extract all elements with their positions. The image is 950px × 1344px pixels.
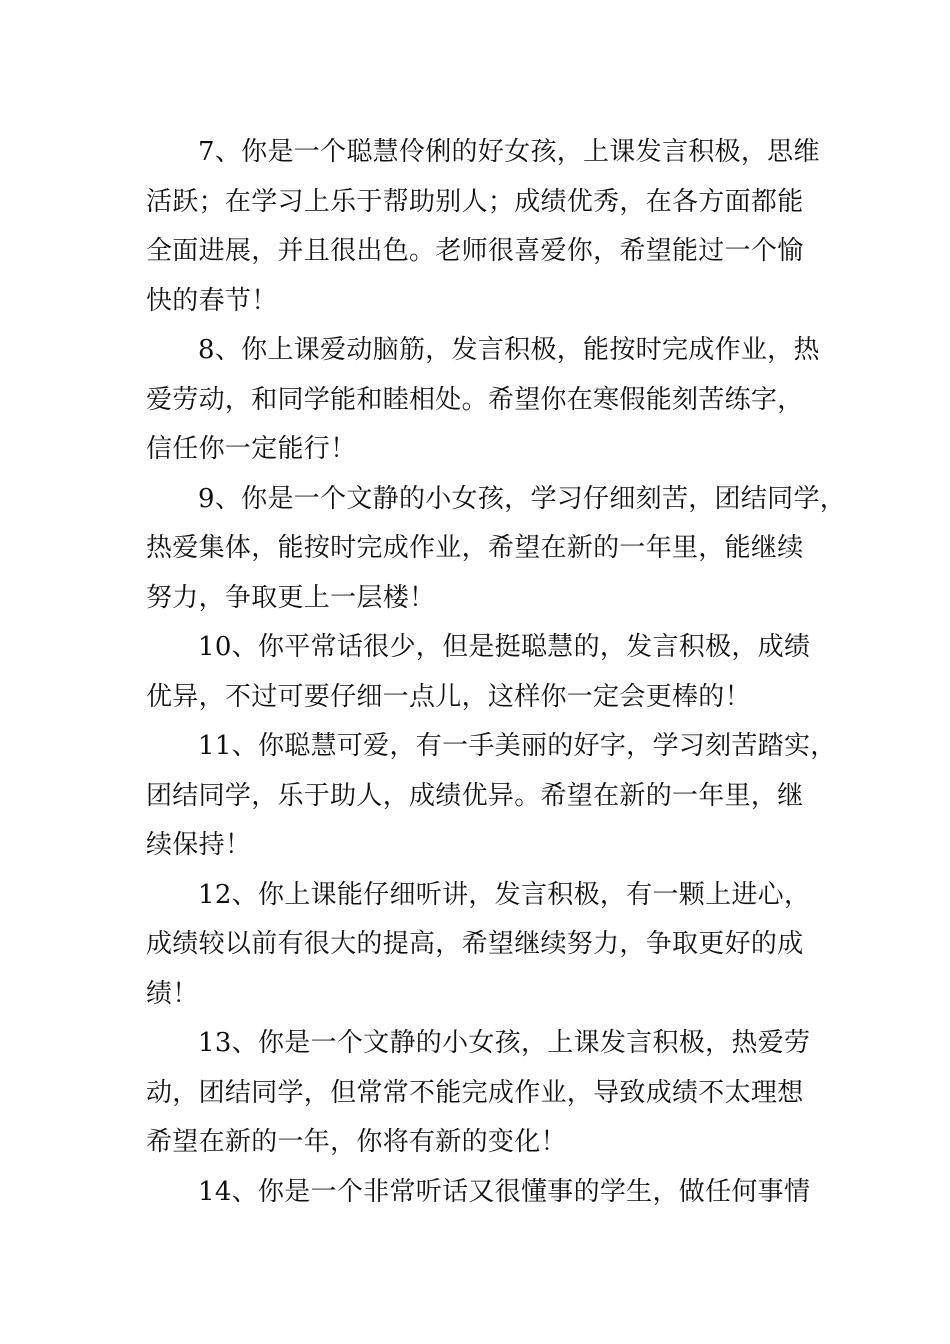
document-body <box>146 128 847 1217</box>
text-line: 爱劳动，和同学能和睦相处。希望你在寒假能刻苦练字， <box>146 384 804 415</box>
text-line: 希望在新的一年，你将有新的变化！ <box>146 1127 567 1157</box>
text-line: 动，团结同学，但常常不能完成作业，导致成绩不太理想 <box>146 1077 804 1108</box>
text-line: 优异，不过可要仔细一点儿，这样你一定会更棒的！ <box>146 681 751 712</box>
text-line: 10、你平常话很少，但是挺聪慧的，发言积极，成绩 <box>198 632 811 662</box>
text-line: 热爱集体，能按时完成作业，希望在新的一年里，能继续 <box>146 533 804 563</box>
text-line: 7、你是一个聪慧伶俐的好女孩，上课发言积极，思维 <box>198 137 820 167</box>
text-line: 11、你聪慧可爱，有一手美丽的好字，学习刻苦踏实， <box>198 731 837 761</box>
text-line: 续保持！ <box>146 830 252 860</box>
text-line: 团结同学，乐于助人，成绩优异。希望在新的一年里，继 <box>146 780 804 811</box>
text-line: 13、你是一个文静的小女孩，上课发言积极，热爱劳 <box>198 1028 811 1058</box>
paragraph-comment-13 <box>146 1019 836 1168</box>
text-line: 14、你是一个非常听话又很懂事的学生，做任何事情 <box>198 1176 811 1207</box>
text-line: 活跃；在学习上乐于帮助别人；成绩优秀，在各方面都能 <box>146 186 804 217</box>
paragraph-comment-14 <box>146 1168 836 1218</box>
paragraph-comment-11 <box>146 722 836 871</box>
text-line: 绩！ <box>146 978 199 1009</box>
text-line: 快的春节！ <box>146 285 278 316</box>
text-line: 8、你上课爱动脑筋，发言积极，能按时完成作业，热 <box>198 335 820 365</box>
text-line: 努力，争取更上一层楼！ <box>146 582 436 613</box>
text-line: 12、你上课能仔细听讲，发言积极，有一颗上进心， <box>198 879 811 910</box>
text-line: 全面进展，并且很出色。老师很喜爱你，希望能过一个愉 <box>146 236 804 266</box>
text-line: 信任你一定能行！ <box>146 434 357 464</box>
paragraph-comment-8 <box>146 326 836 475</box>
text-line: 成绩较以前有很大的提高，希望继续努力，争取更好的成 <box>146 929 804 959</box>
paragraph-comment-7 <box>146 128 836 326</box>
paragraph-comment-12 <box>146 871 836 1020</box>
paragraph-comment-10 <box>146 623 836 722</box>
text-line: 9、你是一个文静的小女孩，学习仔细刻苦，团结同学， <box>198 483 847 514</box>
paragraph-comment-9 <box>146 475 847 624</box>
